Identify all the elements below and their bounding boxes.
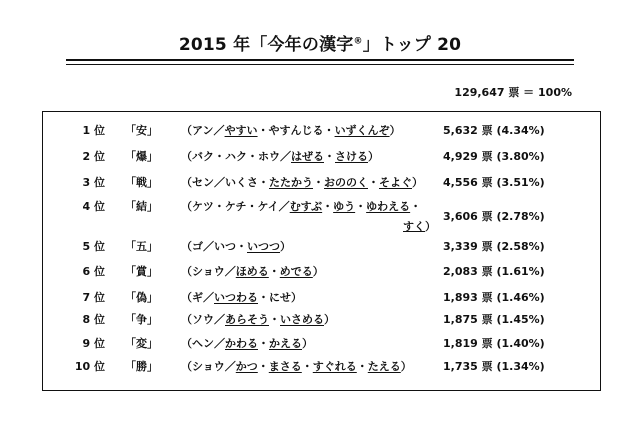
reading-text: （ヘン／	[181, 337, 225, 350]
kanji-reading	[181, 335, 313, 351]
reading-underlined: むすぶ	[289, 200, 323, 213]
rank-label: 9 位	[82, 337, 105, 350]
rank-label: 2 位	[82, 150, 105, 163]
vote-count: 4,929 票 (3.80%)	[443, 150, 545, 163]
rank-label: 7 位	[82, 291, 105, 304]
reading-underlined: かえる	[269, 337, 302, 350]
vote-count: 5,632 票 (4.34%)	[443, 124, 545, 137]
kanji-char: 「賞」	[125, 265, 158, 278]
kanji-reading	[181, 311, 335, 327]
kanji-char: 「結」	[125, 200, 158, 213]
kanji-char: 「安」	[125, 124, 158, 137]
reading-underlined: いずくんぞ	[334, 124, 390, 137]
reading-text: （ショウ／	[181, 360, 236, 373]
reading-underlined: いさめる	[280, 313, 324, 326]
vote-count: 2,083 票 (1.61%)	[443, 265, 545, 278]
rank-label: 1 位	[82, 124, 105, 137]
title-main: 2015 年「今年の漢字	[178, 35, 354, 55]
vote-count: 3,606 票 (2.78%)	[443, 210, 545, 223]
reading-underlined: おののく	[324, 176, 368, 189]
reading-underlined: かわる	[225, 337, 258, 350]
reading-text: ・	[258, 337, 269, 350]
reading-text: ・やすんじる・	[257, 124, 335, 137]
vote-count: 4,556 票 (3.51%)	[443, 176, 545, 189]
reading-text: （ショウ／	[181, 265, 236, 278]
kanji-reading	[181, 289, 302, 305]
registered-mark: ®	[353, 36, 363, 47]
reading-underlined: さける	[335, 150, 368, 163]
reading-text: ・にせ）	[258, 291, 302, 304]
kanji-char: 「争」	[125, 313, 158, 326]
reading-underlined: すく	[403, 220, 425, 233]
reading-underlined: ゆわえる	[366, 200, 411, 213]
reading-underlined: ゆう	[333, 200, 356, 213]
reading-underlined: やすい	[224, 124, 258, 137]
reading-underlined: たたかう	[269, 176, 313, 189]
reading-text: ）	[425, 220, 436, 233]
vote-count: 3,339 票 (2.58%)	[443, 240, 545, 253]
reading-text: ・	[301, 360, 313, 373]
reading-underlined: はぜる	[291, 150, 324, 163]
reading-text: （ソウ／	[181, 313, 225, 326]
kanji-char: 「偽」	[125, 291, 158, 304]
total-votes: 129,647 票 ＝ 100%	[454, 86, 572, 99]
reading-text: ・	[324, 150, 335, 163]
kanji-char: 「爆」	[125, 150, 158, 163]
rank-label: 6 位	[82, 265, 105, 278]
reading-text: ）	[280, 240, 291, 253]
reading-text: ）	[324, 313, 335, 326]
kanji-char: 「勝」	[125, 360, 158, 373]
reading-text: ）	[400, 360, 412, 373]
reading-text: ）	[389, 124, 401, 137]
kanji-reading	[181, 358, 412, 374]
reading-underlined: あらそう	[225, 313, 269, 326]
rank-label: 5 位	[82, 240, 105, 253]
reading-underlined: ほめる	[235, 265, 269, 278]
reading-text: ・	[322, 200, 334, 213]
reading-text: （ギ／	[181, 291, 214, 304]
reading-text: （バク・ハク・ホウ／	[181, 150, 291, 163]
reading-text: ・	[410, 200, 422, 213]
kanji-reading	[181, 198, 421, 214]
reading-text: （セン／いくさ・	[181, 176, 269, 189]
reading-text: ）	[312, 265, 324, 278]
vote-count: 1,735 票 (1.34%)	[443, 360, 545, 373]
reading-text: ・	[356, 360, 368, 373]
reading-text: ）	[368, 150, 379, 163]
rank-label: 3 位	[82, 176, 105, 189]
reading-text: （ケツ・ケチ・ケイ／	[181, 200, 290, 213]
kanji-reading	[181, 263, 324, 279]
title-end: 」トップ 20	[362, 35, 462, 55]
rank-label: 10 位	[74, 360, 105, 373]
reading-underlined: かつ	[235, 360, 258, 373]
reading-text: （アン／	[181, 124, 225, 137]
reading-underlined: めでる	[279, 265, 313, 278]
reading-underlined: たえる	[367, 360, 401, 373]
kanji-reading	[181, 148, 379, 164]
vote-count: 1,893 票 (1.46%)	[443, 291, 545, 304]
reading-underlined: いつつ	[247, 240, 280, 253]
reading-text: （ゴ／いつ・	[181, 240, 247, 253]
reading-text: ・	[368, 176, 379, 189]
reading-text: ・	[268, 265, 280, 278]
reading-text: ・	[257, 360, 269, 373]
reading-text: ・	[313, 176, 324, 189]
reading-underlined: まさる	[268, 360, 302, 373]
reading-underlined: そよぐ	[379, 176, 412, 189]
kanji-reading-continued	[403, 218, 436, 234]
rank-label: 8 位	[82, 313, 105, 326]
kanji-char: 「五」	[125, 240, 158, 253]
reading-text: ）	[412, 176, 423, 189]
kanji-char: 「戦」	[125, 176, 158, 189]
title-rule-thick	[66, 59, 574, 61]
vote-count: 1,819 票 (1.40%)	[443, 337, 545, 350]
vote-count: 1,875 票 (1.45%)	[443, 313, 545, 326]
ranking-table	[42, 111, 601, 391]
reading-text: ・	[355, 200, 367, 213]
kanji-reading	[181, 122, 401, 138]
rank-label: 4 位	[82, 200, 105, 213]
reading-text: ）	[302, 337, 313, 350]
title-rule-thin	[66, 64, 574, 65]
reading-underlined: いつわる	[214, 291, 258, 304]
kanji-reading	[181, 238, 291, 254]
page-title	[0, 30, 640, 55]
kanji-reading	[181, 174, 423, 190]
reading-text: ・	[269, 313, 280, 326]
reading-underlined: すぐれる	[312, 360, 357, 373]
kanji-char: 「変」	[125, 337, 158, 350]
